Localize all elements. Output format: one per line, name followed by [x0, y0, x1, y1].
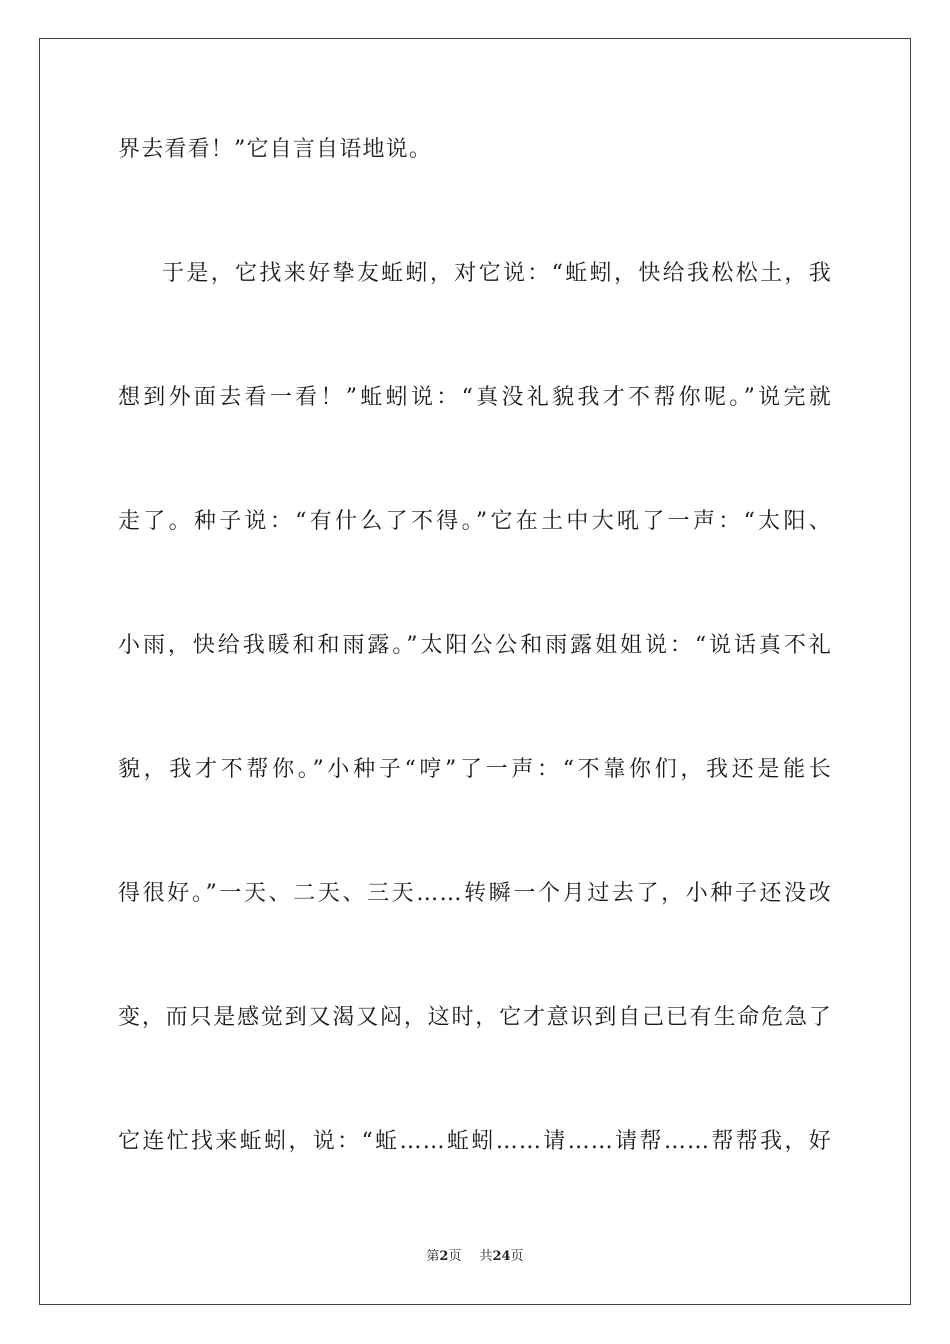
text-line-6: 貌，我才不帮你。”小种子“哼”了一声：“不靠你们，我还是能长 — [118, 757, 832, 782]
text-line-1: 界去看看！”它自言自语地说。 — [118, 137, 433, 162]
page-number: 2 — [439, 1249, 449, 1264]
text-line-4: 走了。种子说：“有什么了不得。”它在土中大吼了一声：“太阳、 — [118, 509, 832, 534]
total-prefix: 共 — [479, 1249, 493, 1264]
page-prefix: 第 — [426, 1249, 440, 1264]
total-suffix: 页 — [510, 1249, 524, 1264]
text-line-7: 得很好。”一天、二天、三天……转瞬一个月过去了，小种子还没改 — [118, 881, 832, 906]
page-frame — [39, 38, 911, 1305]
text-line-2: 于是，它找来好挚友蚯蚓，对它说：“蚯蚓，快给我松松土，我 — [162, 261, 832, 286]
total-pages: 24 — [492, 1249, 511, 1264]
text-line-3: 想到外面去看一看！”蚯蚓说：“真没礼貌我才不帮你呢。”说完就 — [118, 385, 832, 410]
page-suffix: 页 — [448, 1249, 462, 1264]
text-line-5: 小雨，快给我暖和和雨露。”太阳公公和雨露姐姐说：“说话真不礼 — [118, 633, 832, 658]
text-line-9: 它连忙找来蚯蚓，说：“蚯……蚯蚓……请……请帮……帮帮我，好 — [118, 1129, 832, 1154]
text-line-8: 变，而只是感觉到又渴又闷，这时，它才意识到自己已有生命危急了 — [118, 1005, 832, 1030]
page-footer — [0, 1248, 950, 1266]
